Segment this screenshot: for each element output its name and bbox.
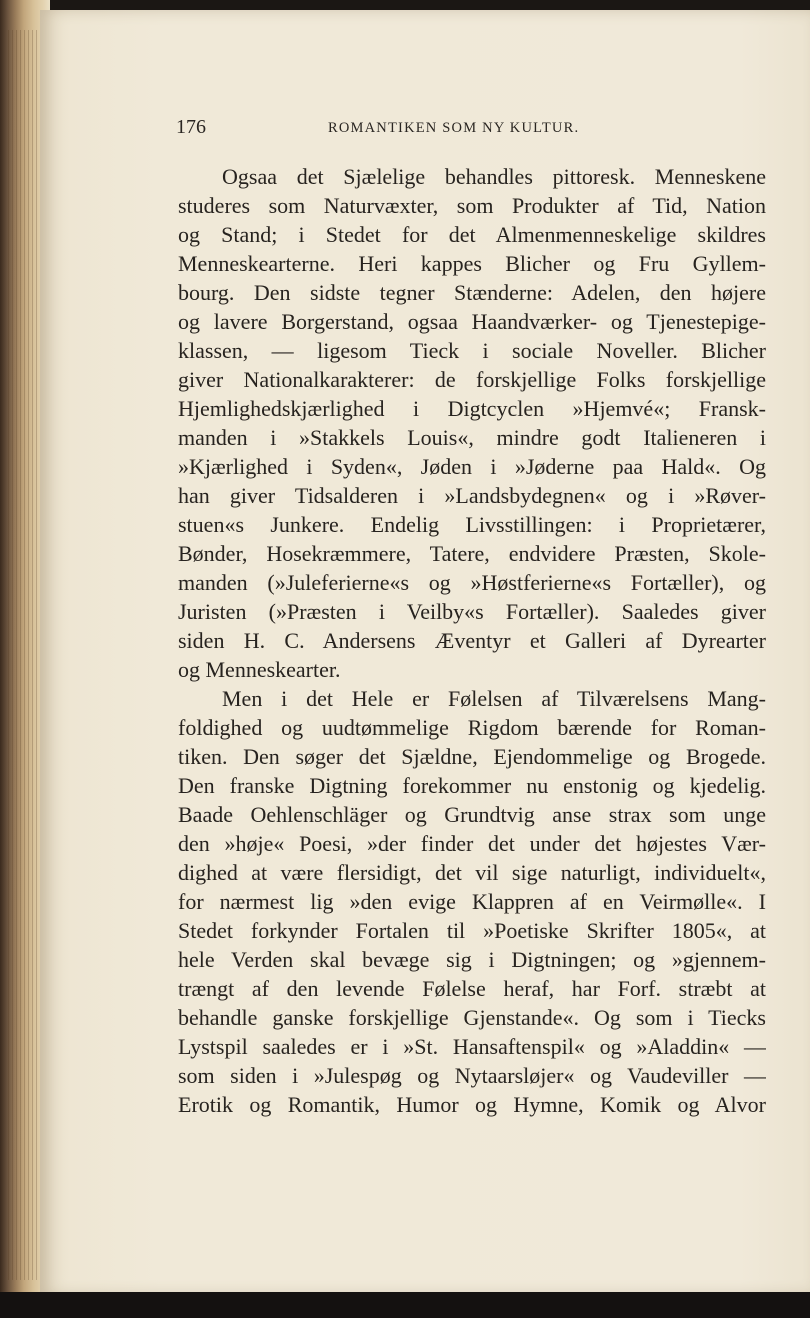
text-line: Bønder, Hosekræmmere, Tatere, endvidere Præsten, Skole- [178,541,766,566]
running-head [176,116,766,144]
text-line: siden H. C. Andersens Æventyr et Galleri af Dyrearter [178,628,766,653]
text-line: og Menneskearter. [178,657,341,682]
paragraph-1 [178,162,766,684]
text-line: Erotik og Romantik, Humor og Hymne, Komik og Alvor [178,1092,766,1117]
text-line: Menneskearterne. Heri kappes Blicher og Fru Gyllem- [178,251,766,276]
text-line: manden (»Juleferierne«s og »Høstferierne«s Fortæller), og [178,570,766,595]
page-number: 176 [176,116,206,138]
text-line: giver Nationalkarakterer: de forskjellige Folks forskjellige [178,367,766,392]
text-line: Ogsaa det Sjælelige behandles pittoresk. Menneskene [222,164,766,189]
text-line: stuen«s Junkere. Endelig Livsstillingen: i Proprietærer, [178,512,766,537]
text-line: Juristen (»Præsten i Veilby«s Fortæller). Saaledes giver [178,599,766,624]
text-line: og lavere Borgerstand, ogsaa Haandværker- og Tjenestepige- [178,309,766,334]
text-line: Den franske Digtning forekommer nu enstonig og kjedelig. [178,773,766,798]
text-line: »Kjærlighed i Syden«, Jøden i »Jøderne paa Hald«. Og [178,454,766,479]
text-line: for nærmest lig »den evige Klappren af en Veirmølle«. I [178,889,766,914]
paragraph-2 [178,684,766,1119]
text-line: Men i det Hele er Følelsen af Tilværelsens Mang- [222,686,766,711]
page-edge-lines [8,30,38,1280]
text-line: manden i »Stakkels Louis«, mindre godt Italieneren i [178,425,766,450]
text-line: klassen, — ligesom Tieck i sociale Noveller. Blicher [178,338,766,363]
text-line: dighed at være flersidigt, det vil sige naturligt, individuelt«, [178,860,766,885]
text-line: og Stand; i Stedet for det Almenmenneskelige skildres [178,222,766,247]
text-line: som siden i »Julespøg og Nytaarsløjer« og Vaudeviller — [178,1063,766,1088]
text-line: Stedet forkynder Fortalen til »Poetiske Skrifter 1805«, at [178,918,766,943]
text-line: Lystspil saaledes er i »St. Hansaftenspil« og »Aladdin« — [178,1034,766,1059]
text-line: foldighed og uudtømmelige Rigdom bærende for Roman- [178,715,766,740]
text-line: tiken. Den søger det Sjældne, Ejendommelige og Brogede. [178,744,766,769]
text-line: trængt af den levende Følelse heraf, har Forf. stræbt at [178,976,766,1001]
text-line: Baade Oehlenschläger og Grundtvig anse strax som unge [178,802,766,827]
text-line: bourg. Den sidste tegner Stænderne: Adelen, den højere [178,280,766,305]
text-line: studeres som Naturvæxter, som Produkter af Tid, Nation [178,193,766,218]
scan-background [0,1292,810,1318]
text-line: hele Verden skal bevæge sig i Digtningen; og »gjennem- [178,947,766,972]
running-title: ROMANTIKEN SOM NY KULTUR. [328,120,580,136]
text-line: behandle ganske forskjellige Gjenstande«. Og som i Tiecks [178,1005,766,1030]
text-line: Hjemlighedskjærlighed i Digtcyclen »Hjemvé«; Fransk- [178,396,766,421]
text-line: den »høje« Poesi, »der finder det under det højestes Vær- [178,831,766,856]
text-line: han giver Tidsalderen i »Landsbydegnen« og i »Røver- [178,483,766,508]
body-text [178,162,766,1119]
